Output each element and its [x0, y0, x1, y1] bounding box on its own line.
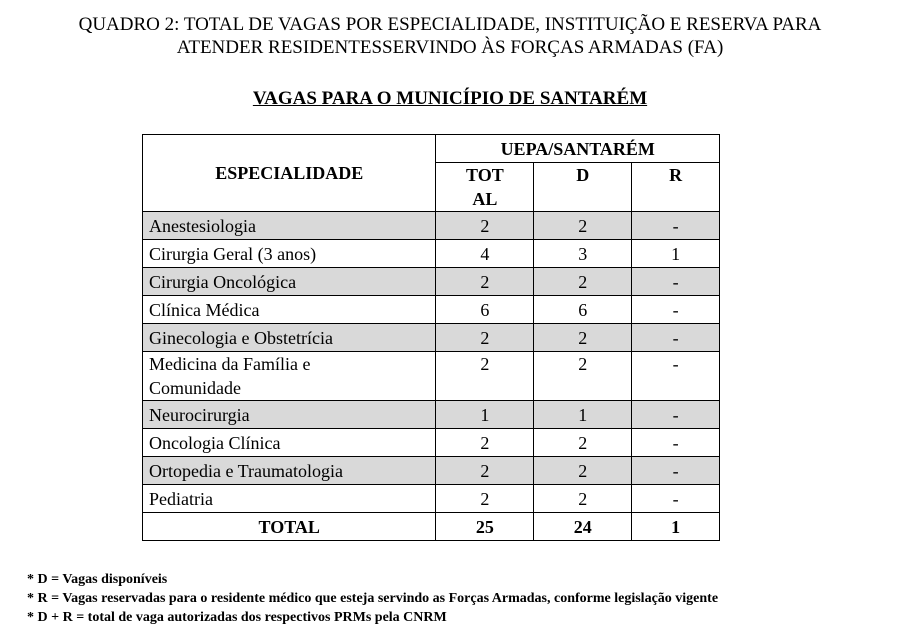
row-r: - — [632, 324, 720, 352]
row-especialidade: Ginecologia e Obstetrícia — [143, 324, 436, 352]
row-especialidade: Clínica Médica — [143, 296, 436, 324]
row-total: 2 — [436, 485, 534, 513]
row-total: 4 — [436, 240, 534, 268]
footnote-r: * R = Vagas reservadas para o residente médico que esteja servindo as Forças Armadas, conforme legislação vigente — [27, 591, 719, 606]
table-row — [143, 240, 720, 268]
table-row — [143, 401, 720, 429]
row-r: - — [632, 296, 720, 324]
table-row — [143, 352, 720, 401]
row-total: 2 — [436, 457, 534, 485]
row-especialidade-line-1: Medicina da Família e — [149, 354, 311, 374]
row-d: 2 — [534, 212, 632, 240]
row-d: 2 — [534, 485, 632, 513]
row-total: 2 — [436, 352, 534, 401]
row-especialidade: Oncologia Clínica — [143, 429, 436, 457]
table-row — [143, 268, 720, 296]
vagas-table — [142, 134, 720, 541]
footnote-d: * D = Vagas disponíveis — [27, 572, 168, 587]
row-d: 1 — [534, 401, 632, 429]
row-d: 2 — [534, 324, 632, 352]
footnotes — [27, 570, 718, 627]
row-especialidade-line-2: Comunidade — [149, 378, 241, 398]
row-d: 3 — [534, 240, 632, 268]
totals-row — [143, 513, 720, 541]
row-r: - — [632, 485, 720, 513]
caption-line-1: QUADRO 2: TOTAL DE VAGAS POR ESPECIALIDADE, INSTITUIÇÃO E RESERVA PARA — [78, 14, 822, 35]
table-row — [143, 324, 720, 352]
row-total: 1 — [436, 401, 534, 429]
header-especialidade: ESPECIALIDADE — [143, 135, 436, 212]
header-institution: UEPA/SANTARÉM — [436, 135, 720, 163]
row-d: 2 — [534, 457, 632, 485]
row-d: 2 — [534, 352, 632, 401]
row-d: 2 — [534, 429, 632, 457]
caption-line-2: ATENDER RESIDENTESSERVINDO ÀS FORÇAS ARMADAS (FA) — [176, 37, 724, 58]
row-r: - — [632, 268, 720, 296]
row-especialidade: Pediatria — [143, 485, 436, 513]
row-d: 2 — [534, 268, 632, 296]
header-r: R — [632, 163, 720, 212]
table-row — [143, 296, 720, 324]
totals-d: 24 — [534, 513, 632, 541]
row-especialidade: Neurocirurgia — [143, 401, 436, 429]
table-row — [143, 429, 720, 457]
row-especialidade: Cirurgia Oncológica — [143, 268, 436, 296]
row-r: - — [632, 352, 720, 401]
footnote-d-plus-r: * D + R = total de vaga autorizadas dos respectivos PRMs pela CNRM — [27, 610, 447, 625]
header-total-line-1: TOT — [466, 165, 504, 185]
row-especialidade — [143, 352, 436, 401]
header-total — [436, 163, 534, 212]
row-especialidade: Ortopedia e Traumatologia — [143, 457, 436, 485]
row-total: 2 — [436, 324, 534, 352]
totals-label: TOTAL — [143, 513, 436, 541]
row-r: - — [632, 401, 720, 429]
row-total: 2 — [436, 212, 534, 240]
totals-total: 25 — [436, 513, 534, 541]
totals-r: 1 — [632, 513, 720, 541]
row-total: 6 — [436, 296, 534, 324]
header-total-line-2: AL — [472, 189, 498, 209]
table-row — [143, 212, 720, 240]
header-d: D — [534, 163, 632, 212]
row-total: 2 — [436, 268, 534, 296]
table-subtitle: VAGAS PARA O MUNICÍPIO DE SANTARÉM — [252, 88, 648, 109]
row-d: 6 — [534, 296, 632, 324]
row-r: - — [632, 212, 720, 240]
document-caption — [0, 13, 900, 59]
table-row — [143, 485, 720, 513]
table-row — [143, 457, 720, 485]
row-r: - — [632, 457, 720, 485]
row-r: 1 — [632, 240, 720, 268]
row-r: - — [632, 429, 720, 457]
row-total: 2 — [436, 429, 534, 457]
row-especialidade: Anestesiologia — [143, 212, 436, 240]
row-especialidade: Cirurgia Geral (3 anos) — [143, 240, 436, 268]
